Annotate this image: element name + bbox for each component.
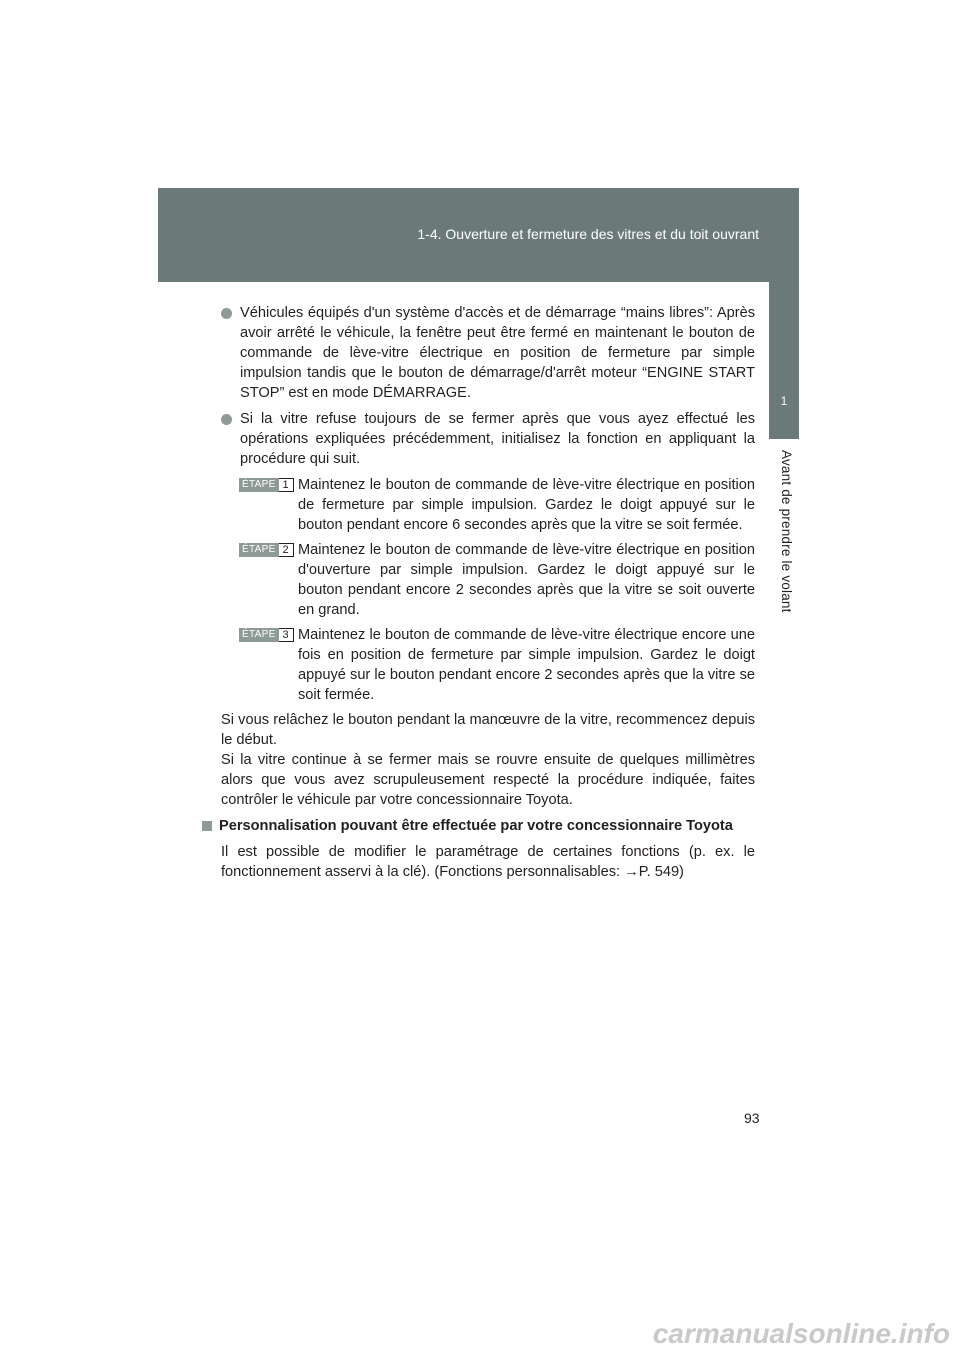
step-word: ÉTAPE <box>239 478 279 492</box>
step-badge <box>239 628 294 642</box>
bullet-text: Véhicules équipés d'un système d'accès et de démarrage “mains libres”: Après avoir arrêté le véhicule, la fenêtre peut être fermé en maintenant le bouton de commande de lève-vitre électrique en position de fermeture par simple impulsion tandis que le bouton de démarrage/d'arrêt moteur “ENGINE START STOP” est en mode DÉMARRAGE. <box>240 305 755 401</box>
page-number: 93 <box>744 1110 760 1126</box>
watermark-logo: carmanualsonline.info <box>652 1318 950 1349</box>
section-heading-text: Personnalisation pouvant être effectuée par votre concessionnaire Toyota <box>219 818 733 834</box>
square-bullet-icon <box>202 821 212 831</box>
step-badge <box>239 543 294 557</box>
bullet-dot-icon <box>221 308 232 319</box>
step-word: ÉTAPE <box>239 628 279 642</box>
step-item <box>221 625 755 705</box>
note-line: Si la vitre continue à se fermer mais se rouvre ensuite de quelques millimètres alors que vous avez scrupuleusement respecté la procédure indiquée, faites contrôler le véhicule par votre concessionnaire Toyota. <box>221 752 755 808</box>
step-text: Maintenez le bouton de commande de lève-vitre électrique en position de fermeture par simple impulsion. Gardez le doigt appuyé sur le bouton pendant encore 6 secondes après que la vitre se soit fermée. <box>298 477 755 533</box>
note-line: Si vous relâchez le bouton pendant la manœuvre de la vitre, recommencez depuis le début. <box>221 712 755 748</box>
section-body: Il est possible de modifier le paramétrage de certaines fonctions (p. ex. le fonctionnement asservi à la clé). (Fonctions personnalisables: →P. 549) <box>221 844 755 880</box>
section-title: 1-4. Ouverture et fermeture des vitres et du toit ouvrant <box>417 226 759 242</box>
bullet-item <box>221 303 755 403</box>
bullet-item <box>221 409 755 469</box>
step-number: 2 <box>279 543 294 557</box>
chapter-tab <box>769 282 799 439</box>
step-number: 1 <box>279 478 294 492</box>
step-item <box>221 475 755 535</box>
step-text: Maintenez le bouton de commande de lève-vitre électrique en position d'ouverture par simple impulsion. Gardez le doigt appuyé sur le bouton pendant encore 2 secondes après que la vitre se soit ouverte en grand. <box>298 542 755 618</box>
chapter-number: 1 <box>780 394 788 408</box>
chapter-label: Avant de prendre le volant <box>779 450 794 613</box>
step-text: Maintenez le bouton de commande de lève-vitre électrique encore une fois en position de fermeture par simple impulsion. Gardez le doigt appuyé sur le bouton pendant encore 2 secondes après que la vitre se soit fermée. <box>298 627 755 703</box>
bullet-dot-icon <box>221 414 232 425</box>
step-badge <box>239 478 294 492</box>
step-item <box>221 540 755 620</box>
header-band <box>158 188 799 282</box>
step-number: 3 <box>279 628 294 642</box>
page-content <box>221 303 755 888</box>
note-paragraph <box>221 710 755 810</box>
step-word: ÉTAPE <box>239 543 279 557</box>
bullet-text: Si la vitre refuse toujours de se fermer après que vous ayez effectué les opérations expliquées précédemment, initialisez la fonction en appliquant la procédure qui suit. <box>240 411 755 467</box>
section-heading <box>200 816 755 836</box>
